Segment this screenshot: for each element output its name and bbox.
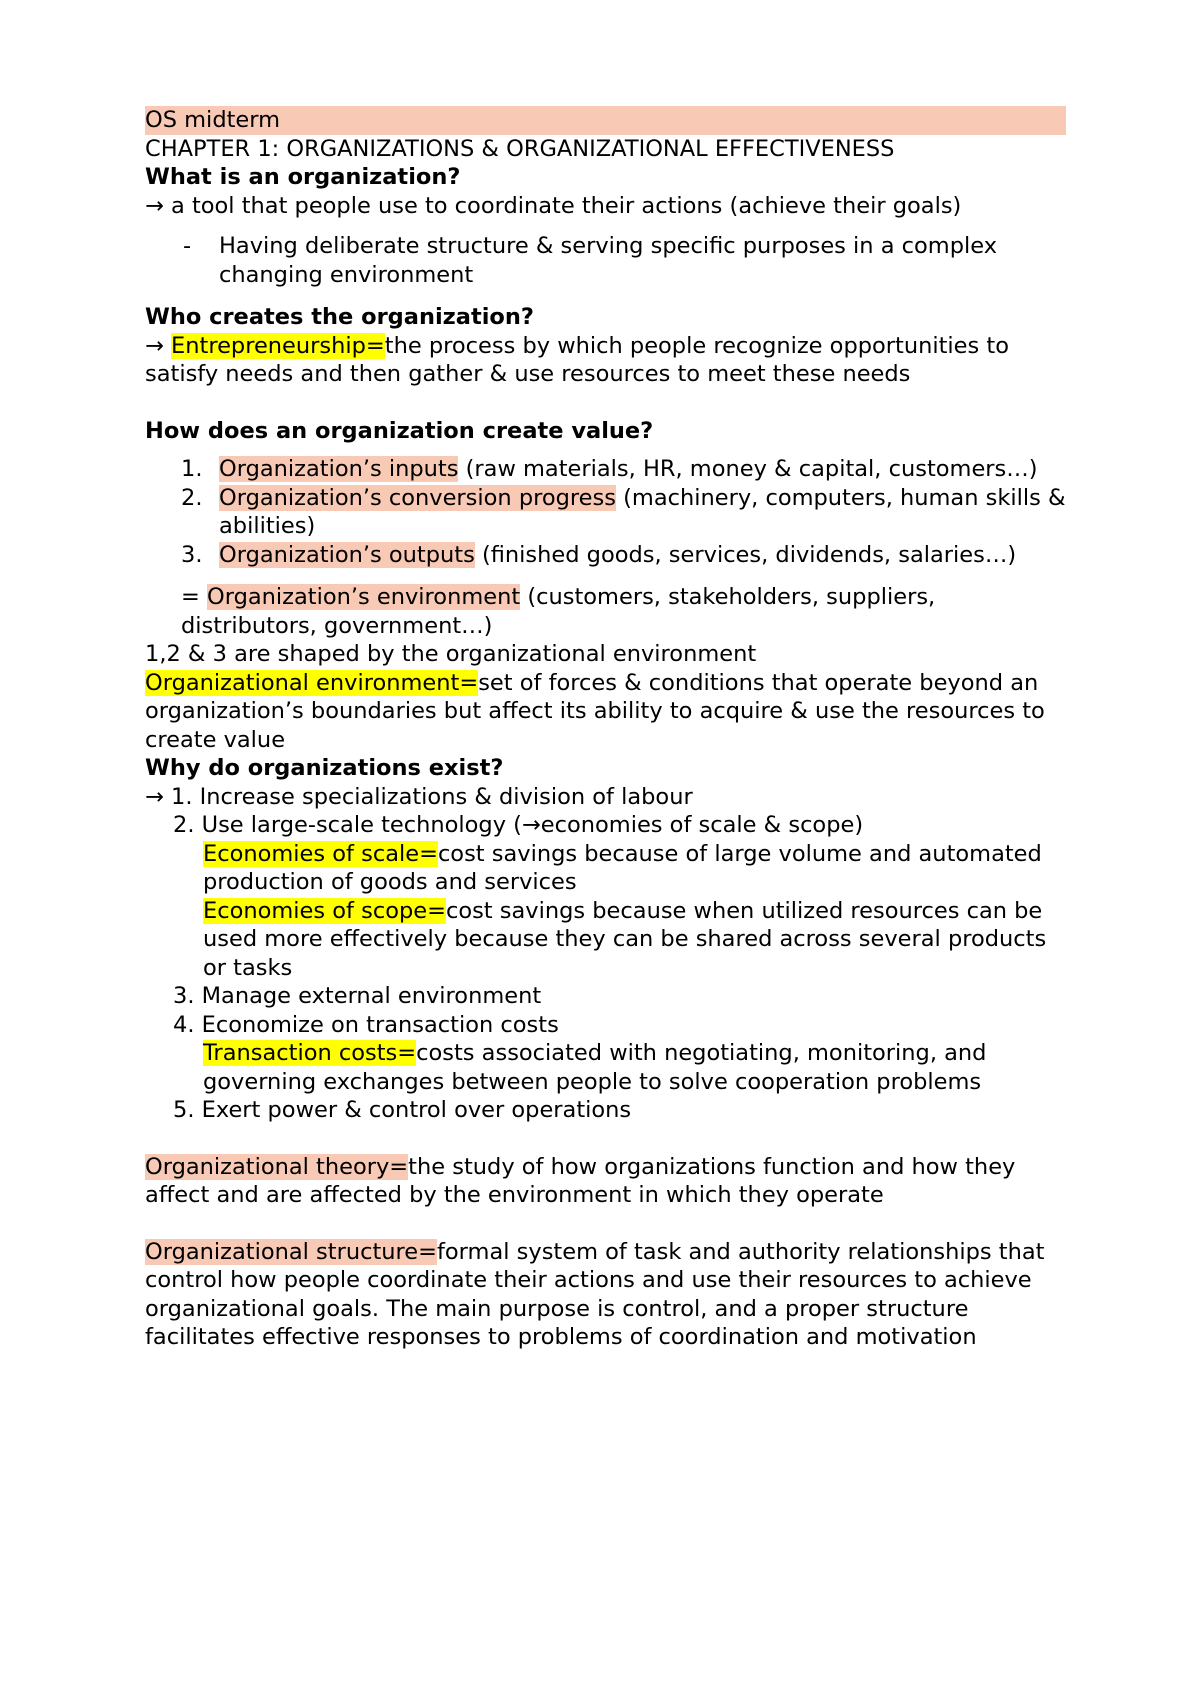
q1-answer: → a tool that people use to coordinate their actions (achieve their goals) (145, 192, 962, 219)
list-item-text (219, 455, 1038, 484)
shaped-note: 1,2 & 3 are shaped by the organizational environment (145, 641, 757, 667)
list-item-text (219, 484, 1070, 541)
structure-definition (145, 1238, 1070, 1352)
exist-item-2: 2. Use large-scale technology (→economies of scale & scope) (173, 812, 864, 838)
bullet-marker: - (183, 233, 192, 259)
inputs-desc: (raw materials, HR, money & capital, customers…) (458, 456, 1038, 482)
q4-heading: Why do organizations exist? (145, 755, 504, 781)
term-conversion: Organization’s conversion progress (219, 484, 616, 511)
list-marker: 2. (181, 484, 203, 511)
exist-item-4: 4. Economize on transaction costs (173, 1011, 559, 1038)
value-list (145, 455, 1070, 569)
term-org-environment: Organization’s environment (207, 584, 521, 610)
term-organizational-environment: Organizational environment= (145, 669, 479, 696)
term-economies-scale: Economies of scale= (203, 840, 438, 867)
outputs-desc: (finished goods, services, dividends, salaries…) (474, 541, 1017, 568)
conversion-desc: (machinery, computers, human skills & abilities) (219, 484, 1066, 539)
q3-heading: How does an organization create value? (145, 417, 654, 444)
exist-item-3: 3. Manage external environment (173, 983, 542, 1009)
exist-item-5: 5. Exert power & control over operations (173, 1097, 632, 1123)
q1-bullet-text: Having deliberate structure & serving specific purposes in a complex changing environment (219, 233, 998, 288)
term-transaction-costs: Transaction costs= (203, 1040, 417, 1066)
def-economies-scope: cost savings because when utilized resources can be used more effectively because they can be shared across several products or tasks (203, 897, 1047, 981)
arrow-glyph: → (145, 332, 172, 359)
def-org-theory: the study of how organizations function and how they affect and are affected by the environment in which they operate (145, 1153, 1016, 1208)
term-economies-scope: Economies of scope= (203, 897, 446, 924)
def-organizational-environment: set of forces & conditions that operate beyond an organization’s boundaries but affect its ability to acquire & use the resources to create value (145, 669, 1045, 753)
q2-definition-para (145, 332, 1070, 389)
scope-definition (145, 897, 1070, 983)
def-transaction-costs: costs associated with negotiating, monitoring, and governing exchanges between people to solve cooperation problems (203, 1040, 987, 1095)
def-entrepreneurship: the process by which people recognize opportunities to satisfy needs and then gather & use resources to meet these needs (145, 332, 1009, 387)
orgenv-definition-para (145, 669, 1070, 755)
list-item (145, 455, 1070, 484)
list-item (145, 541, 1070, 570)
term-outputs: Organization’s outputs (219, 541, 475, 568)
scale-definition (145, 840, 1070, 897)
def-economies-scale: cost savings because of large volume and automated production of goods and services (203, 840, 1042, 895)
term-org-theory: Organizational theory= (145, 1153, 409, 1180)
list-item (145, 484, 1070, 541)
term-org-structure: Organizational structure= (145, 1238, 437, 1265)
def-org-structure: formal system of task and authority relationships that control how people coordinate their actions and use their resources to achieve organizational goals. The main purpose is control, and a proper structure facilitates effective responses to problems of coordination and motivation (145, 1238, 1045, 1350)
term-entrepreneurship: Entrepreneurship= (171, 332, 385, 359)
chapter-heading: CHAPTER 1: ORGANIZATIONS & ORGANIZATIONAL EFFECTIVENESS (145, 135, 895, 162)
exist-item-1: → 1. Increase specializations & division of labour (145, 783, 693, 810)
environment-line (145, 583, 1070, 640)
list-marker: 3. (181, 541, 203, 568)
transaction-definition (145, 1039, 1070, 1096)
list-marker: 1. (181, 456, 203, 482)
environment-desc: (customers, stakeholders, suppliers, distributors, government…) (181, 584, 936, 639)
equals-prefix: = (181, 584, 208, 610)
theory-definition (145, 1153, 1070, 1210)
q1-bullet-item (145, 232, 1070, 289)
q1-heading: What is an organization? (145, 164, 461, 190)
doc-title: OS midterm (145, 106, 1066, 135)
q2-heading: Who creates the organization? (145, 304, 534, 330)
term-inputs: Organization’s inputs (219, 456, 459, 482)
list-item-text (219, 541, 1016, 570)
